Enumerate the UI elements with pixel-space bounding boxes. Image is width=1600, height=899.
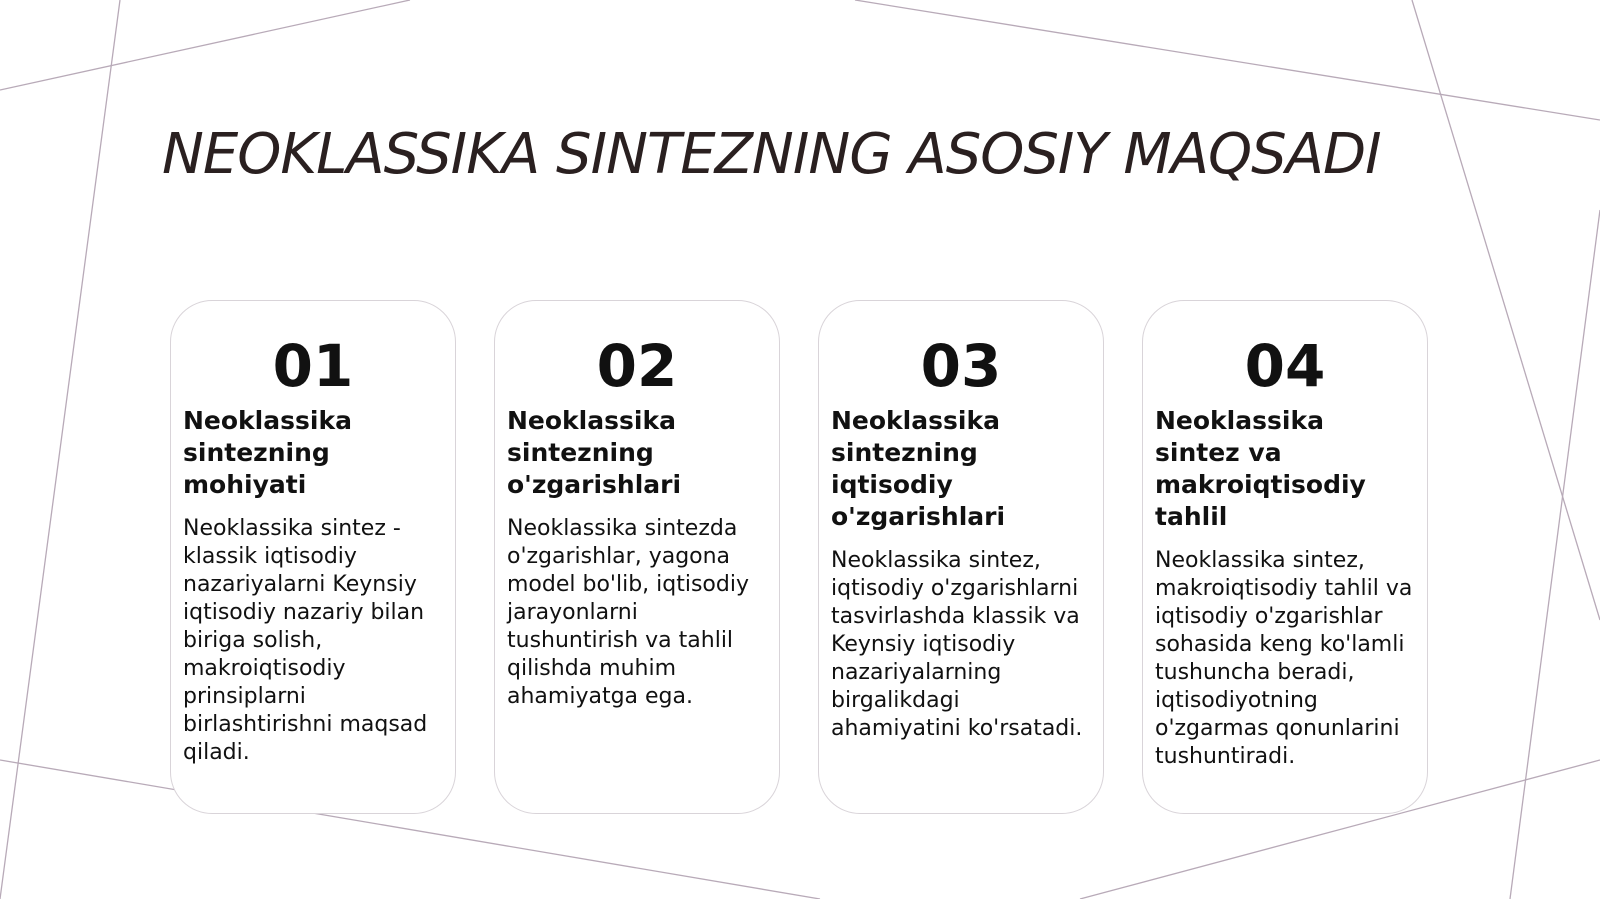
card-text: Neoklassika sintez, makroiqtisodiy tahlil va iqtisodiy o'zgarishlar sohasida keng ko'lamli tushuncha beradi, iqtisodiyotning o'zgarmas qonunlarini tushuntiradi.: [1155, 548, 1413, 769]
card-text: Neoklassika sintez, iqtisodiy o'zgarishlarni tasvirlashda klassik va Keynsiy iqtisodiy nazariyalarning birgalikdagi ahamiyatini ko'rsatadi.: [831, 548, 1083, 741]
card-number: 02: [596, 332, 678, 400]
card-04: [1142, 300, 1428, 814]
card-number: 04: [1244, 332, 1326, 400]
card-text: Neoklassika sintezda o'zgarishlar, yagona model bo'lib, iqtisodiy jarayonlarni tushuntirish va tahlil qilishda muhim ahamiyatga ega.: [507, 516, 749, 709]
card-text: Neoklassika sintez - klassik iqtisodiy nazariyalarni Keynsiy iqtisodiy nazariy bilan biriga solish, makroiqtisodiy prinsiplarni birlashtirishni maqsad qiladi.: [183, 516, 428, 765]
card-heading: Neoklassika sintezning mohiyati: [183, 406, 352, 499]
card-heading: Neoklassika sintez va makroiqtisodiy tahlil: [1155, 406, 1366, 531]
card-03: [818, 300, 1104, 814]
slide-title: NEOKLASSIKA SINTEZNING ASOSIY MAQSADI: [162, 122, 1381, 187]
card-01: [170, 300, 456, 814]
card-heading: Neoklassika sintezning iqtisodiy o'zgarishlari: [831, 406, 1006, 531]
card-02: [494, 300, 780, 814]
card-number: 03: [920, 332, 1002, 400]
card-number: 01: [272, 332, 354, 400]
card-heading: Neoklassika sintezning o'zgarishlari: [507, 406, 682, 499]
